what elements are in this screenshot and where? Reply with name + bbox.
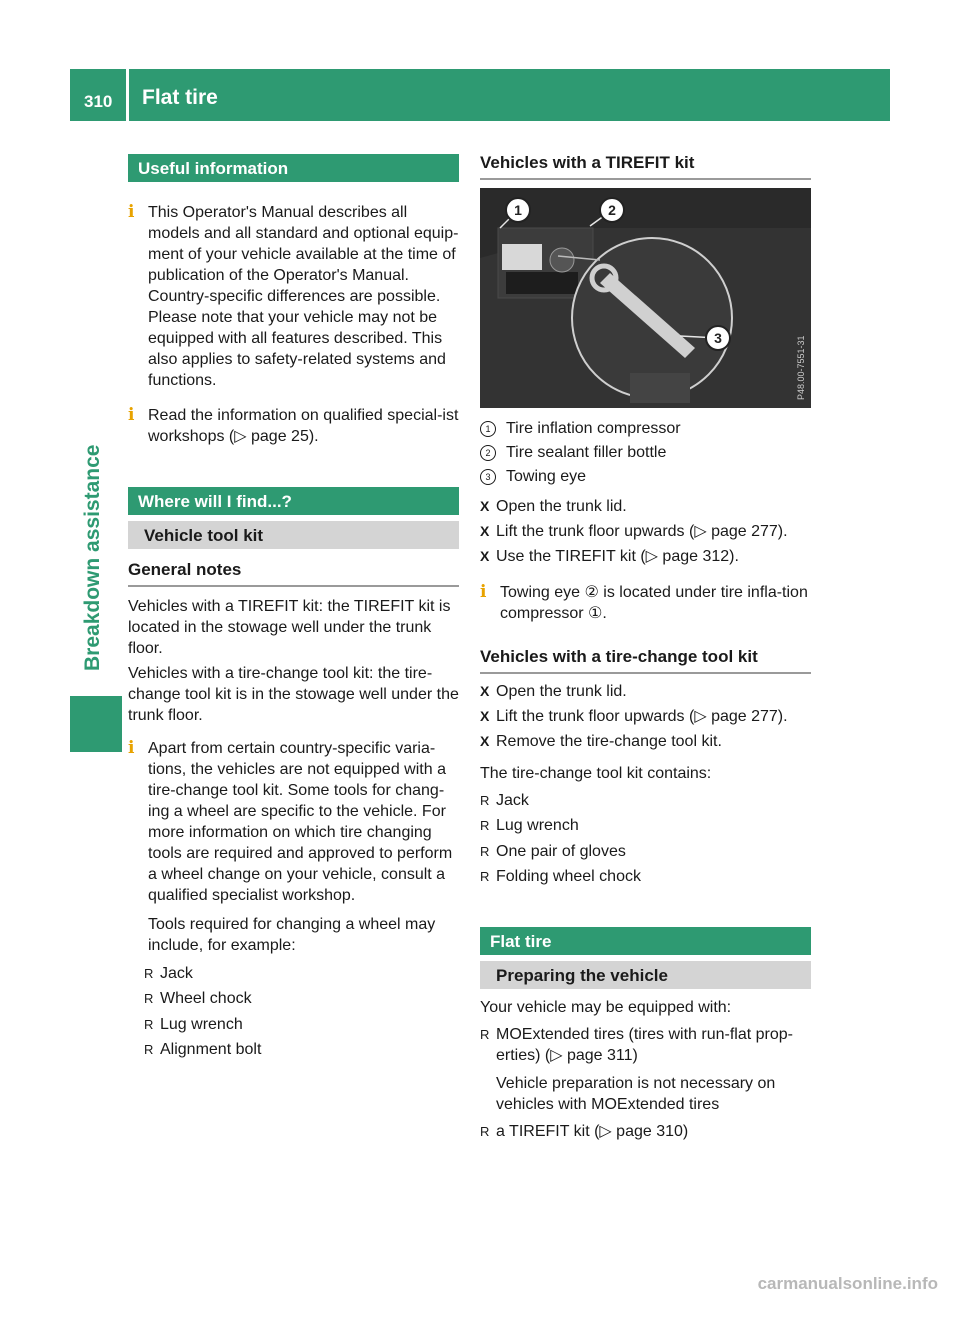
step-arrow-icon: X <box>480 523 490 539</box>
page-header <box>70 69 890 121</box>
info-icon: i <box>480 582 487 602</box>
info-note-2-text: Read the information on qualified special-ist workshops (▷ page 25). <box>148 407 459 445</box>
list-item: R Jack <box>480 792 529 809</box>
info-note-4-text: Towing eye ② is located under tire infla-tion compressor ①. <box>500 584 808 622</box>
bullet-mark: R <box>480 1027 490 1042</box>
preparing-vehicle-bar: Preparing the vehicle <box>480 961 811 989</box>
trunk-photo <box>480 188 811 408</box>
bullet-mark: R <box>480 818 490 833</box>
info-note-1 <box>128 202 459 391</box>
bullet-mark: R <box>144 991 154 1006</box>
list-item: R Alignment bolt <box>144 1041 262 1058</box>
callout-2-label: 2 <box>608 202 616 218</box>
paragraph-tirefit-location: Vehicles with a TIREFIT kit: the TIREFIT kit is located in the stowage well under the trunk floor. <box>128 598 451 657</box>
tirefit-heading: Vehicles with a TIREFIT kit <box>480 152 811 180</box>
legend-item: 2 Tire sealant filler bottle <box>480 442 811 463</box>
info-icon: i <box>128 738 135 758</box>
step-arrow-icon: X <box>480 498 490 514</box>
watermark: carmanualsonline.info <box>757 1274 938 1293</box>
photo-code: P48.00-7551-31 <box>796 335 806 400</box>
bullet-mark: R <box>144 1017 154 1032</box>
step-item: X Lift the trunk floor upwards (▷ page 277). <box>480 523 788 540</box>
list-item: R One pair of gloves <box>480 843 626 860</box>
list-item: R Jack <box>144 965 193 982</box>
info-note-4 <box>480 582 811 624</box>
tire-change-heading: Vehicles with a tire-change tool kit <box>480 646 811 674</box>
callout-1-label: 1 <box>514 202 522 218</box>
equipped-text: Your vehicle may be equipped with: <box>480 999 732 1016</box>
step-arrow-icon: X <box>480 683 490 699</box>
where-will-i-find-bar: Where will I find...? <box>128 487 459 515</box>
step-arrow-icon: X <box>480 548 490 564</box>
side-tab-block <box>70 696 122 752</box>
legend-number: 3 <box>480 469 496 485</box>
list-item: R MOExtended tires (tires with run-flat prop-erties) (▷ page 311) <box>480 1026 793 1064</box>
bullet-mark: R <box>480 844 490 859</box>
general-notes-heading: General notes <box>128 559 459 587</box>
step-item: X Lift the trunk floor upwards (▷ page 277). <box>480 708 788 725</box>
info-note-3 <box>128 738 459 906</box>
step-item: X Remove the tire-change tool kit. <box>480 733 722 750</box>
trunk-illustration <box>480 188 811 408</box>
step-item: X Open the trunk lid. <box>480 498 627 515</box>
legend-item: 3 Towing eye <box>480 466 811 487</box>
info-note-2 <box>128 405 459 447</box>
bullet-mark: R <box>144 1042 154 1057</box>
bullet-mark: R <box>480 793 490 808</box>
legend-item: 1 Tire inflation compressor <box>480 418 811 439</box>
moextended-note: Vehicle preparation is not necessary on vehicles with MOExtended tires <box>496 1075 776 1113</box>
list-item: R Lug wrench <box>144 1016 243 1033</box>
page-number: 310 <box>84 92 113 111</box>
info-note-1-text: This Operator's Manual describes all models and all standard and optional equip-ment of your vehicle available at the time of publication of the Operator's Manual. Country-specific differences are possible. Please note that your vehicle may not be equipped with all features described. This also applies to safety-related systems and functions. <box>148 204 459 389</box>
side-tab-label: Breakdown assistance <box>81 444 104 671</box>
step-item: X Use the TIREFIT kit (▷ page 312). <box>480 548 739 565</box>
flat-tire-bar: Flat tire <box>480 927 811 955</box>
list-item: R a TIREFIT kit (▷ page 310) <box>480 1123 689 1140</box>
info-icon: i <box>128 202 135 222</box>
useful-info-bar: Useful information <box>128 154 459 182</box>
list-item: R Wheel chock <box>144 990 252 1007</box>
info-note-3-text: Apart from certain country-specific varia-tions, the vehicles are not equipped with a tire-change tool kit. Some tools for chang-ing a wheel are specific to the vehicle. For more information on which tire changing tools are required and approved to perform a wheel change on your vehicle, consult a qualified specialist workshop. <box>148 740 453 904</box>
list-item: R Lug wrench <box>480 817 579 834</box>
list-item: R Folding wheel chock <box>480 868 641 885</box>
info-icon: i <box>128 405 135 425</box>
bullet-mark: R <box>144 966 154 981</box>
callout-3-label: 3 <box>714 330 722 346</box>
legend-number: 1 <box>480 421 496 437</box>
header-divider <box>126 69 129 121</box>
step-item: X Open the trunk lid. <box>480 683 627 700</box>
bullet-mark: R <box>480 1124 490 1139</box>
paragraph-toolkit-location: Vehicles with a tire-change tool kit: the tire-change tool kit is in the stowage well under the trunk floor. <box>128 665 459 724</box>
contains-text: The tire-change tool kit contains: <box>480 765 712 782</box>
legend-number: 2 <box>480 445 496 461</box>
side-tab <box>70 121 122 1331</box>
page-title: Flat tire <box>142 86 218 109</box>
step-arrow-icon: X <box>480 733 490 749</box>
info-note-3-tools-intro: Tools required for changing a wheel may include, for example: <box>148 916 436 954</box>
bullet-mark: R <box>480 869 490 884</box>
step-arrow-icon: X <box>480 708 490 724</box>
vehicle-tool-kit-bar: Vehicle tool kit <box>128 521 459 549</box>
